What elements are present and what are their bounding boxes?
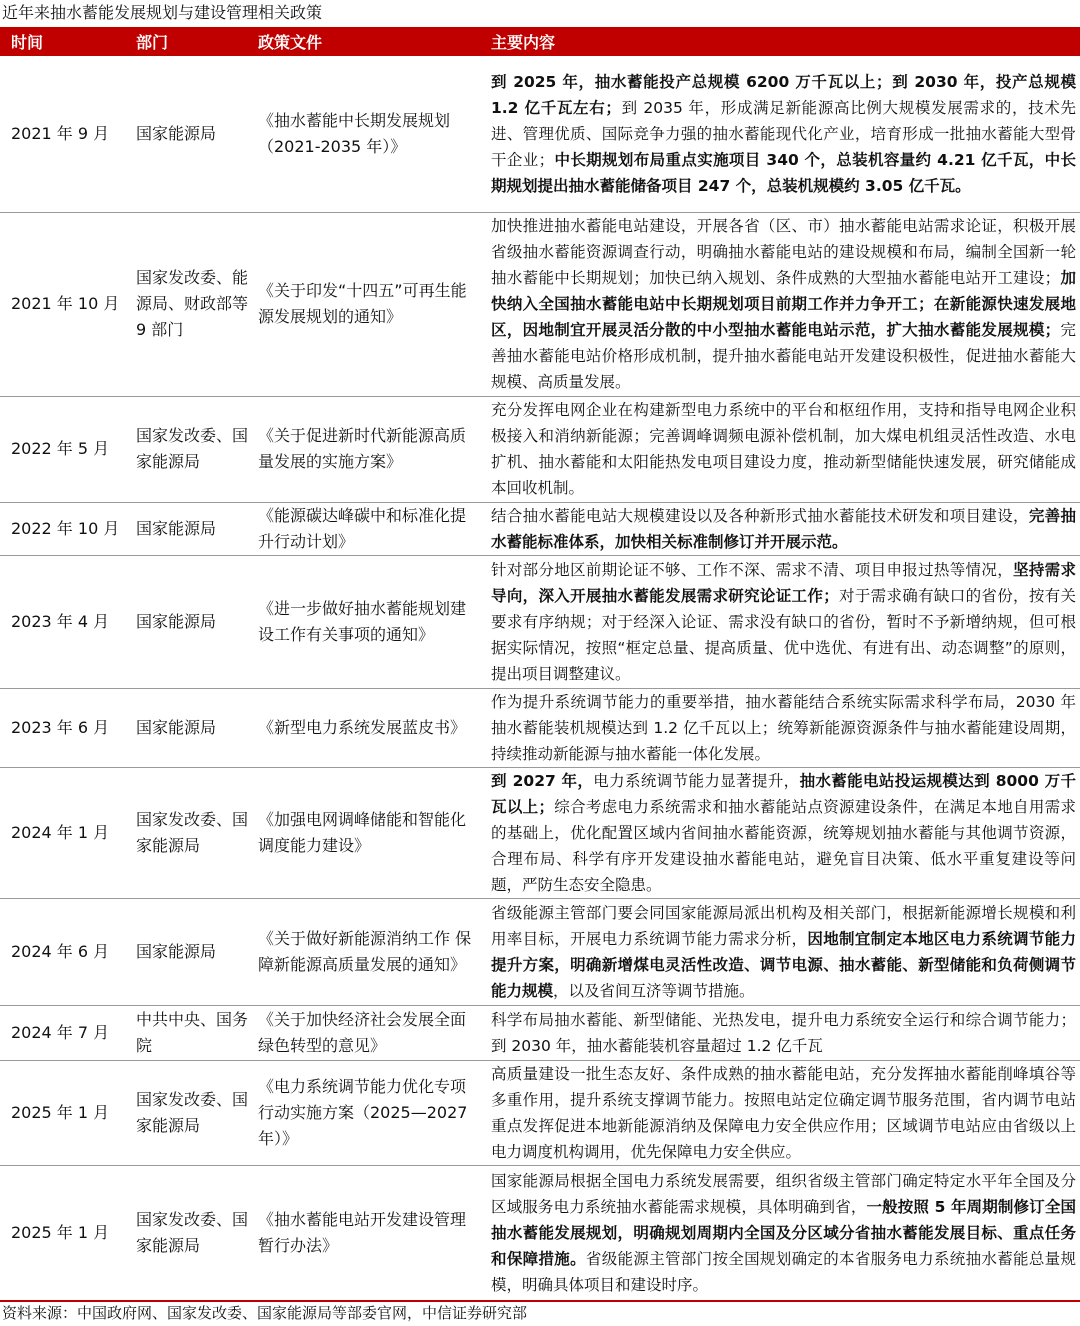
row-dept	[136, 1005, 248, 1060]
row-divider	[0, 688, 1080, 689]
row-time-text: 2022 年 10 月	[11, 518, 120, 538]
content-bold-segment: 因地制宜制定本地区电力系统调节能力提升方案，明确新增煤电灵活性改造、调节电源、抽水蓄能、新型储能和负荷侧调节能力规模	[491, 929, 1076, 1000]
row-content-text	[491, 69, 1076, 199]
row-divider	[0, 396, 1080, 397]
content-segment: 对于需求确有缺口的省份，按有关要求有序纳规；对于经深入论证、需求没有缺口的省份，暂时不予新增纳规，但可根据实际情况，按照“框定总量、提高质量、优中选优、有进有出、动态调整”的原则，提出项目调整建议。	[491, 586, 1076, 683]
header-dept: 部门	[136, 33, 169, 52]
row-dept-text: 国家发改委、国家能源局	[136, 809, 249, 855]
row-policy	[258, 1165, 480, 1300]
row-dept	[136, 212, 248, 396]
row-policy-text: 《抽水蓄能电站开发建设管理暂行办法》	[258, 1209, 467, 1255]
row-time	[11, 396, 129, 502]
row-policy	[258, 502, 480, 555]
content-segment: 针对部分地区前期论证不够、工作不深、需求不清、项目申报过热等情况，	[491, 560, 1014, 579]
row-time	[11, 1165, 129, 1300]
row-policy	[258, 555, 480, 688]
row-time	[11, 502, 129, 555]
row-content	[491, 767, 1076, 898]
content-bold-segment: 一般按照 5 年周期制修订全国抽水蓄能发展规划，明确规划周期内全国及分区域分省抽水蓄能发展目标、重点任务和保障措施。	[491, 1197, 1076, 1268]
row-divider	[0, 555, 1080, 556]
row-dept-text: 国家能源局	[136, 941, 217, 961]
row-dept-text: 国家发改委、国家能源局	[136, 1209, 249, 1255]
row-dept-text: 国家能源局	[136, 518, 217, 538]
row-divider	[0, 1060, 1080, 1061]
content-bold-segment: 加快纳入全国抽水蓄能电站中长期规划项目前期工作并力争开工；在新能源快速发展地区，因地制宜开展灵活分散的中小型抽水蓄能电站示范，扩大抽水蓄能发展规模；	[491, 269, 1076, 339]
header-time: 时间	[11, 33, 44, 52]
content-segment: 充分发挥电网企业在构建新型电力系统中的平台和枢纽作用，支持和指导电网企业积极接入和消纳新能源；完善调峰调频电源补偿机制，加大煤电机组灵活性改造、水电扩机、抽水蓄能和太阳能热发电项目建设力度，推动新型储能快速发展，研究储能成本回收机制。	[491, 401, 1076, 497]
content-segment: 高质量建设一批生态友好、条件成熟的抽水蓄能电站，充分发挥抽水蓄能削峰填谷等多重作用，提升系统支撑调节能力。按照电站定位确定调节服务范围，省内调节电站重点发挥促进本地新能源消纳及保障电力安全供应作用；区域调节电站应由省级以上电力调度机构调用，优先保障电力安全供应。	[491, 1064, 1076, 1161]
row-time	[11, 688, 129, 767]
content-segment: 省级能源主管部门要会同国家能源局派出机构及相关部门，根据新能源增长规模和利用率目标，开展电力系统调节能力需求分析，	[491, 903, 1076, 948]
row-content	[491, 1005, 1076, 1060]
content-segment: 电力系统调节能力显著提升，	[593, 771, 800, 790]
row-time	[11, 56, 129, 212]
row-policy	[258, 1005, 480, 1060]
row-dept	[136, 56, 248, 212]
row-content-text	[491, 503, 1076, 555]
content-bold-segment: 到 2027 年，	[491, 771, 594, 790]
table-title: 近年来抽水蓄能发展规划与建设管理相关政策	[2, 3, 323, 22]
row-policy	[258, 767, 480, 898]
table-row	[0, 688, 1080, 767]
row-content-text	[491, 1168, 1076, 1298]
header-policy: 政策文件	[258, 33, 323, 52]
row-content-text	[491, 1007, 1076, 1059]
row-dept-text: 国家能源局	[136, 717, 217, 737]
row-content-text	[491, 557, 1076, 687]
source-note: 资料来源：中国政府网、国家发改委、国家能源局等部委官网，中信证券研究部	[2, 1304, 528, 1322]
table-row	[0, 767, 1080, 898]
table-row	[0, 898, 1080, 1005]
row-divider	[0, 212, 1080, 213]
table-row	[0, 1165, 1080, 1300]
table-row	[0, 56, 1080, 212]
row-policy-text: 《新型电力系统发展蓝皮书》	[258, 717, 467, 737]
content-segment: 省级能源主管部门按全国规划确定的本省服务电力系统抽水蓄能总量规模，明确具体项目和建设时序。	[491, 1249, 1076, 1294]
row-dept-text: 国家能源局	[136, 611, 217, 631]
row-time	[11, 212, 129, 396]
row-content	[491, 1060, 1076, 1165]
row-dept	[136, 396, 248, 502]
content-segment: 完善抽水蓄能电站价格形成机制，提升抽水蓄能电站开发建设积极性，促进抽水蓄能大规模、高质量发展。	[491, 321, 1076, 391]
row-content	[491, 688, 1076, 767]
row-time-text: 2025 年 1 月	[11, 1102, 110, 1122]
content-bold-segment: 抽水蓄能电站投运规模达到 8000 万千瓦以上；	[491, 771, 1077, 816]
row-policy	[258, 396, 480, 502]
table-row	[0, 555, 1080, 688]
content-bold-segment: 完善抽水蓄能标准体系，加快相关标准制修订并开展示范。	[491, 506, 1076, 551]
row-time	[11, 1060, 129, 1165]
row-time-text: 2024 年 7 月	[11, 1022, 110, 1042]
row-divider	[0, 1005, 1080, 1006]
row-content	[491, 555, 1076, 688]
row-content	[491, 502, 1076, 555]
row-policy-text: 《抽水蓄能中长期发展规划（2021-2035 年）》	[258, 111, 451, 156]
content-segment: 综合考虑电力系统需求和抽水蓄能站点资源建设条件，在满足本地自用需求的基础上，优化配置区域内省间抽水蓄能资源，统筹规划抽水蓄能与其他调节资源，合理布局、科学有序开发建设抽水蓄能电站，避免盲目决策、低水平重复建设等问题，严防生态安全隐患。	[491, 797, 1076, 894]
row-divider	[0, 767, 1080, 768]
row-content	[491, 898, 1076, 1005]
row-divider	[0, 1165, 1080, 1166]
content-segment: ，以及省间互济等调节措施。	[553, 981, 755, 1000]
row-time-text: 2021 年 9 月	[11, 124, 110, 143]
row-policy	[258, 688, 480, 767]
row-time	[11, 555, 129, 688]
row-time-text: 2025 年 1 月	[11, 1222, 110, 1242]
row-time	[11, 898, 129, 1005]
table-row	[0, 1005, 1080, 1060]
row-dept-text: 国家发改委、能源局、财政部等 9 部门	[136, 268, 249, 339]
row-policy-text: 《关于加快经济社会发展全面绿色转型的意见》	[258, 1009, 467, 1055]
row-time-text: 2021 年 10 月	[11, 294, 120, 313]
row-time	[11, 767, 129, 898]
content-segment: 国家能源局根据全国电力系统发展需要，组织省级主管部门确定特定水平年全国及分区域服务电力系统抽水蓄能需求规模，具体明确到省，	[491, 1171, 1076, 1216]
row-content-text	[491, 768, 1076, 898]
row-content-text	[491, 397, 1076, 501]
row-policy	[258, 56, 480, 212]
row-dept	[136, 1060, 248, 1165]
row-dept-text: 国家发改委、国家能源局	[136, 1089, 249, 1135]
row-content-text	[491, 213, 1076, 395]
row-divider	[0, 898, 1080, 899]
row-time-text: 2023 年 6 月	[11, 717, 110, 737]
row-policy-text: 《电力系统调节能力优化专项行动实施方案（2025—2027 年）》	[258, 1076, 468, 1148]
content-bold-segment: 到 2025 年，抽水蓄能投产总规模 6200 万千瓦以上；到 2030 年，投产总规模 1.2 亿千瓦左右；	[491, 73, 1076, 117]
row-dept-text: 国家能源局	[136, 124, 217, 143]
table-row	[0, 212, 1080, 396]
row-content	[491, 56, 1076, 212]
row-policy-text: 《关于做好新能源消纳工作 保障新能源高质量发展的通知》	[258, 928, 472, 974]
table-row	[0, 396, 1080, 502]
row-policy-text: 《关于促进新时代新能源高质量发展的实施方案》	[258, 426, 467, 471]
row-time-text: 2024 年 1 月	[11, 822, 110, 842]
row-divider	[0, 502, 1080, 503]
row-dept	[136, 555, 248, 688]
content-segment: 作为提升系统调节能力的重要举措，抽水蓄能结合系统实际需求科学布局，2030 年抽水蓄能装机规模达到 1.2 亿千瓦以上；统筹新能源资源条件与抽水蓄能建设周期，持续推动新能源与抽水蓄能一体化发展。	[491, 692, 1076, 763]
row-policy-text: 《加强电网调峰储能和智能化调度能力建设》	[258, 809, 467, 855]
row-time-text: 2022 年 5 月	[11, 439, 110, 458]
row-policy	[258, 1060, 480, 1165]
row-dept	[136, 898, 248, 1005]
content-segment: 科学布局抽水蓄能、新型储能、光热发电，提升电力系统安全运行和综合调节能力；到 2030 年，抽水蓄能装机容量超过 1.2 亿千瓦	[491, 1010, 1076, 1055]
row-dept-text: 国家发改委、国家能源局	[136, 426, 249, 471]
row-time-text: 2023 年 4 月	[11, 611, 110, 631]
table-row	[0, 502, 1080, 555]
row-policy	[258, 898, 480, 1005]
row-dept	[136, 1165, 248, 1300]
row-policy	[258, 212, 480, 396]
row-dept-text: 中共中央、国务院	[136, 1009, 249, 1055]
row-policy-text: 《关于印发“十四五”可再生能源发展规划的通知》	[258, 281, 467, 326]
row-dept	[136, 688, 248, 767]
row-policy-text: 《进一步做好抽水蓄能规划建设工作有关事项的通知》	[258, 598, 467, 644]
row-time	[11, 1005, 129, 1060]
row-content-text	[491, 689, 1076, 767]
content-segment: 结合抽水蓄能电站大规模建设以及各种新形式抽水蓄能技术研发和项目建设，	[491, 506, 1029, 525]
table-row	[0, 1060, 1080, 1165]
row-dept	[136, 502, 248, 555]
content-bold-segment: 中长期规划布局重点实施项目 340 个，总装机容量约 4.21 亿千瓦，中长期规划提出抽水蓄能储备项目 247 个，总装机规模约 3.05 亿千瓦。	[491, 151, 1076, 195]
row-content-text	[491, 1061, 1076, 1165]
content-segment: 加快推进抽水蓄能电站建设，开展各省（区、市）抽水蓄能电站需求论证，积极开展省级抽水蓄能资源调查行动，明确抽水蓄能电站的建设规模和布局，编制全国新一轮抽水蓄能中长期规划；加快已纳入规划、条件成熟的大型抽水蓄能电站开工建设；	[491, 217, 1076, 287]
row-policy-text: 《能源碳达峰碳中和标准化提升行动计划》	[258, 505, 467, 551]
content-bold-segment: 坚持需求导向，深入开展抽水蓄能发展需求研究论证工作；	[491, 560, 1076, 605]
row-time-text: 2024 年 6 月	[11, 941, 110, 961]
row-dept	[136, 767, 248, 898]
header-content: 主要内容	[491, 33, 556, 52]
content-segment: 到 2035 年，形成满足新能源高比例大规模发展需求的，技术先进、管理优质、国际竞争力强的抽水蓄能现代化产业，培育形成一批抽水蓄能大型骨干企业；	[491, 99, 1076, 169]
row-content-text	[491, 900, 1076, 1004]
row-content	[491, 396, 1076, 502]
table-header	[0, 29, 1080, 56]
row-content	[491, 212, 1076, 396]
row-content	[491, 1165, 1076, 1300]
